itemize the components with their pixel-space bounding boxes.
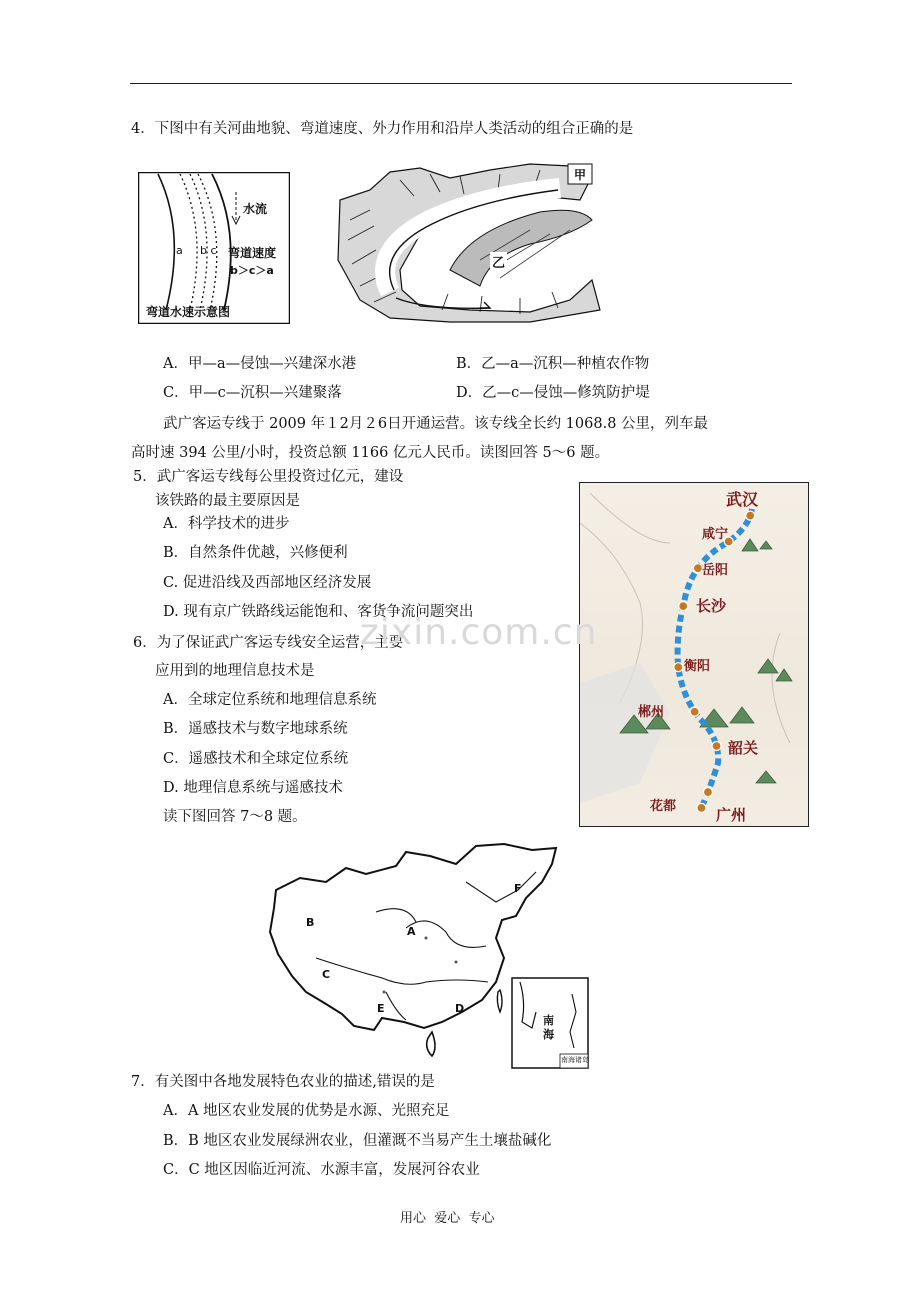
q4-option-a[interactable]: A．甲—a—侵蚀—兴建深水港 (163, 356, 357, 372)
q7-option-c[interactable]: C．C 地区因临近河流、水源丰富，发展河谷农业 (163, 1162, 480, 1178)
q4-option-d[interactable]: D．乙—c—侵蚀—修筑防护堤 (456, 385, 650, 401)
q6-stem-line1: 6．为了保证武广客运专线安全运营，主要 (133, 635, 404, 651)
q6-option-a[interactable]: A．全球定位系统和地理信息系统 (163, 692, 377, 708)
station-label-5: 郴州 (638, 705, 665, 720)
q5-option-b[interactable]: B．自然条件优越，兴修便利 (163, 545, 348, 561)
q4-stem: 4．下图中有关河曲地貌、弯道速度、外力作用和沿岸人类活动的组合正确的是 (131, 121, 634, 137)
station-label-1: 咸宁 (702, 527, 729, 542)
label-yi: 乙 (490, 252, 507, 271)
q4-option-b[interactable]: B．乙—a—沉积—种植农作物 (456, 356, 650, 372)
page-footer: 用心 爱心 专心 (400, 1211, 495, 1226)
q4-option-c[interactable]: C．甲—c—沉积—兴建聚落 (163, 385, 342, 401)
station-dot-5 (690, 707, 699, 716)
station-label-3: 长沙 (696, 597, 727, 615)
q5-option-c[interactable]: C. 促进沿线及西部地区经济发展 (163, 575, 372, 591)
station-dot-0 (746, 511, 755, 520)
q5-stem-line2: 该铁路的最主要原因是 (155, 493, 300, 509)
q7-option-b[interactable]: B．B 地区农业发展绿洲农业，但灌溉不当易产生土壤盐碱化 (163, 1133, 552, 1149)
china-map (256, 842, 591, 1072)
station-label-0: 武汉 (726, 490, 759, 509)
label-relation: b＞c＞a (230, 264, 274, 277)
label-bc: b c (200, 244, 217, 257)
q6-stem-line2: 应用到的地理信息技术是 (155, 663, 315, 679)
station-label-8: 广州 (716, 806, 747, 824)
station-dot-7 (703, 788, 712, 797)
label-jia: 甲 (574, 168, 587, 182)
q6-option-d[interactable]: D. 地理信息系统与遥感技术 (163, 780, 343, 796)
map-label-a: A (407, 925, 416, 938)
q5-option-a[interactable]: A．科学技术的进步 (163, 516, 290, 532)
q7-option-a[interactable]: A．A 地区农业发展的优势是水源、光照充足 (163, 1103, 450, 1119)
label-flow: 水流 (243, 202, 268, 216)
watermark: zixin.com.cn (360, 612, 598, 653)
map-label-c: C (322, 968, 331, 981)
header-rule (130, 83, 792, 84)
bend-speed-figure (138, 172, 290, 324)
rail-map (579, 482, 809, 827)
inset-caption: 南海诸岛 (561, 1056, 589, 1064)
q6-option-c[interactable]: C．遥感技术和全球定位系统 (163, 751, 349, 767)
station-label-4: 衡阳 (684, 659, 711, 674)
station-label-2: 岳阳 (702, 563, 729, 578)
intro-5-6-line1: 武广客运专线于 2009 年１2月２6日开通运营。该专线全长约 1068.8 公里，列车最 (163, 416, 709, 432)
map-label-f: F (514, 882, 522, 895)
figure-caption: 弯道水速示意图 (146, 305, 231, 319)
label-speed: 弯道速度 (228, 246, 277, 260)
station-dot-3 (679, 602, 688, 611)
intro-7-8: 读下图回答 7～8 题。 (163, 809, 307, 825)
meander-figure (330, 160, 610, 325)
q5-stem-line1: 5．武广客运专线每公里投资过亿元，建设 (133, 469, 404, 485)
station-label-6: 韶关 (728, 739, 759, 757)
station-dot-4 (674, 663, 683, 672)
map-label-d: D (455, 1002, 465, 1015)
intro-5-6-line2: 高时速 394 公里/小时，投资总额 1166 亿元人民币。读图回答 5～6 题。 (131, 445, 610, 461)
q5-option-d[interactable]: D. 现有京广铁路线运能饱和、客货争流问题突出 (163, 604, 474, 620)
station-dot-6 (712, 742, 721, 751)
map-label-e: E (377, 1002, 385, 1015)
station-label-7: 花都 (650, 799, 677, 814)
inset-label: 南 海 (543, 1014, 554, 1041)
station-dot-8 (697, 803, 706, 812)
q7-stem: 7．有关图中各地发展特色农业的描述,错误的是 (131, 1074, 435, 1090)
q6-option-b[interactable]: B．遥感技术与数字地球系统 (163, 721, 348, 737)
label-a: a (176, 244, 183, 257)
map-label-b: B (306, 916, 315, 929)
